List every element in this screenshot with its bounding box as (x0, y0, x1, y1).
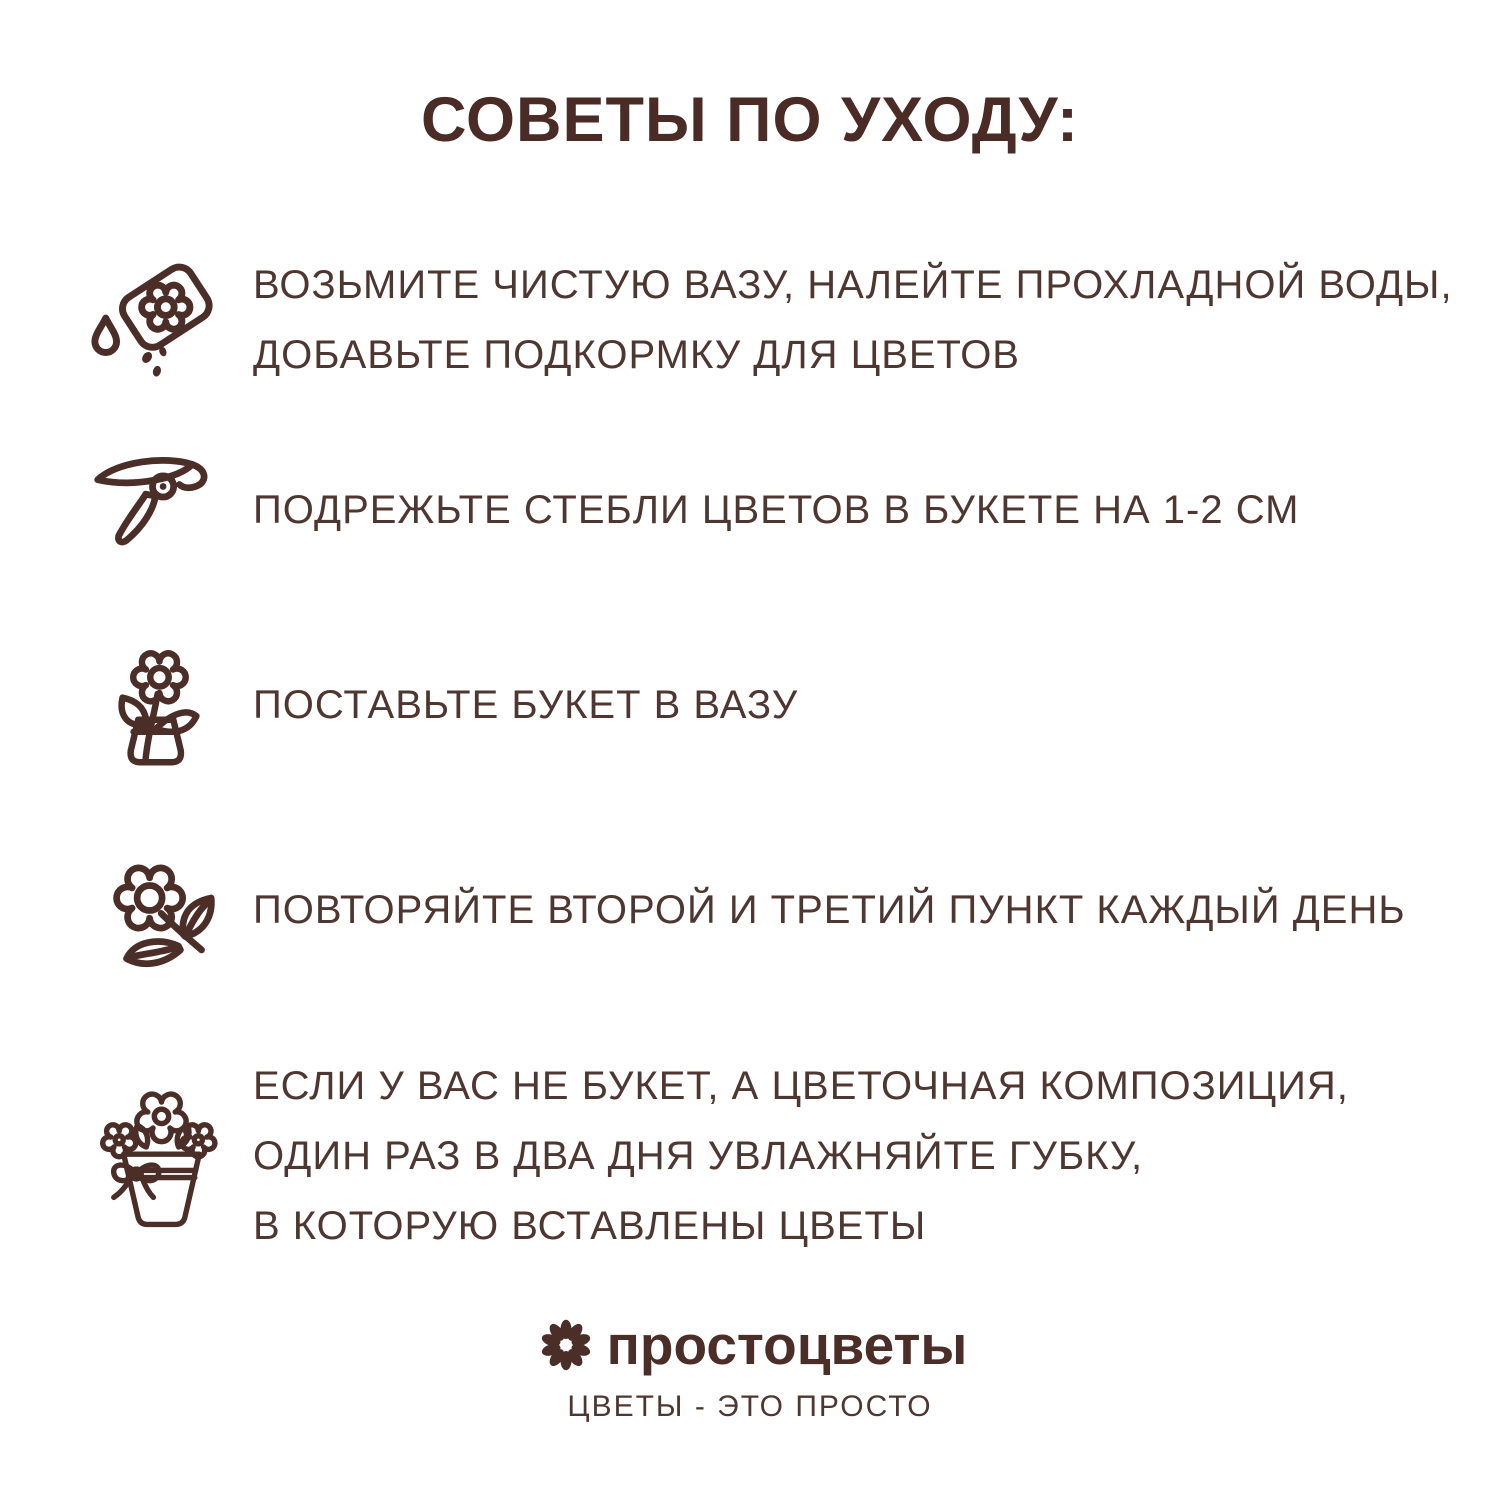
brand-tagline: ЦВЕТЫ - ЭТО ПРОСТО (567, 1390, 933, 1423)
tip-row-3 (85, 630, 1450, 780)
tip-line: ОДИН РАЗ В ДВА ДНЯ УВЛАЖНЯЙТЕ ГУБКУ, (253, 1133, 1144, 1178)
page-title: СОВЕТЫ ПО УХОДУ: (421, 85, 1079, 155)
tip-line: ПОДРЕЖЬТЕ СТЕБЛИ ЦВЕТОВ В БУКЕТЕ НА 1-2 СМ (253, 488, 1300, 532)
tip-line: ПОВТОРЯЙТЕ ВТОРОЙ И ТРЕТИЙ ПУНКТ КАЖДЫЙ ДЕНЬ (253, 888, 1406, 932)
brand-name: простоцветы (606, 1313, 968, 1376)
flower-icon (85, 848, 220, 973)
flower-pot-icon (85, 1081, 220, 1231)
tip-text-1 (253, 250, 1453, 390)
tip-row-2 (85, 450, 1450, 570)
flower-rosette-icon (533, 1312, 599, 1378)
tip-line: ВОЗЬМИТЕ ЧИСТУЮ ВАЗУ, НАЛЕЙТЕ ПРОХЛАДНОЙ ВОДЫ, (253, 263, 1453, 307)
tip-text-4 (253, 875, 1406, 945)
tip-row-5 (85, 1048, 1450, 1263)
flower-in-vase-icon (85, 635, 220, 775)
flower-food-packet-icon (85, 255, 220, 385)
tip-line: ДОБАВЬТЕ ПОДКОРМКУ ДЛЯ ЦВЕТОВ (253, 333, 1020, 377)
tip-text-5 (253, 1051, 1349, 1261)
tip-text-3 (253, 670, 798, 740)
tip-line: В КОТОРУЮ ВСТАВЛЕНЫ ЦВЕТЫ (253, 1203, 927, 1248)
brand-row (533, 1312, 968, 1378)
footer-brand (0, 1312, 1500, 1424)
pruning-shears-icon (85, 448, 220, 573)
tip-line: ПОСТАВЬТЕ БУКЕТ В ВАЗУ (253, 683, 799, 727)
tip-text-2 (253, 475, 1299, 545)
tip-row-4 (85, 845, 1450, 975)
tip-line: ЕСЛИ У ВАС НЕ БУКЕТ, А ЦВЕТОЧНАЯ КОМПОЗИЦИЯ, (253, 1063, 1349, 1108)
tip-row-1 (85, 240, 1453, 400)
